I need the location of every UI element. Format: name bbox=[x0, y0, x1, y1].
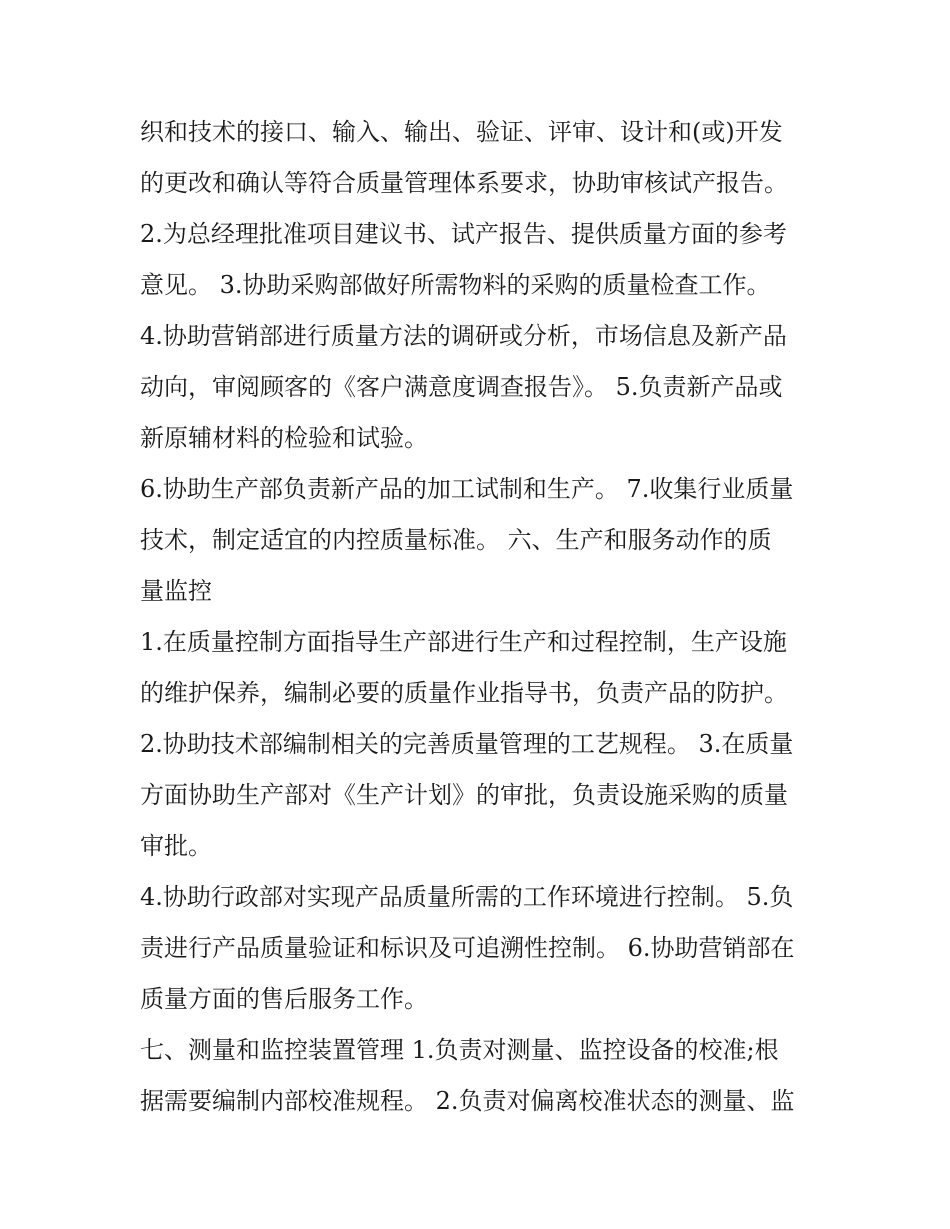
text-line: 审批。 bbox=[140, 832, 212, 860]
text-line: 2.为总经理批准项目建议书、试产报告、提供质量方面的参考 bbox=[140, 220, 787, 248]
text-line: 意见。 3.协助采购部做好所需物料的采购的质量检查工作。 bbox=[140, 271, 771, 299]
text-line: 量监控 bbox=[140, 577, 212, 605]
text-line: 新原辅材料的检验和试验。 bbox=[140, 424, 428, 452]
text-line: 动向，审阅顾客的《客户满意度调查报告》。 5.负责新产品或 bbox=[140, 373, 783, 401]
text-line: 6.协助生产部负责新产品的加工试制和生产。 7.收集行业质量 bbox=[140, 475, 794, 503]
text-line: 4.协助营销部进行质量方法的调研或分析，市场信息及新产品 bbox=[140, 322, 787, 350]
text-line: 质量方面的售后服务工作。 bbox=[140, 985, 428, 1013]
text-line: 织和技术的接口、输入、输出、验证、评审、设计和(或)开发 bbox=[140, 118, 783, 146]
text-line: 据需要编制内部校准规程。 2.负责对偏离校准状态的测量、监 bbox=[140, 1087, 795, 1115]
text-line: 七、测量和监控装置管理 1.负责对测量、监控设备的校准;根 bbox=[140, 1036, 779, 1064]
text-line: 方面协助生产部对《生产计划》的审批，负责设施采购的质量 bbox=[140, 781, 788, 809]
text-line: 4.协助行政部对实现产品质量所需的工作环境进行控制。 5.负 bbox=[140, 883, 794, 911]
body-text bbox=[140, 107, 820, 1127]
text-line: 的维护保养，编制必要的质量作业指导书，负责产品的防护。 bbox=[140, 679, 788, 707]
text-line: 技术，制定适宜的内控质量标准。 六、生产和服务动作的质 bbox=[140, 526, 772, 554]
text-line: 的更改和确认等符合质量管理体系要求，协助审核试产报告。 bbox=[140, 169, 788, 197]
text-line: 2.协助技术部编制相关的完善质量管理的工艺规程。 3.在质量 bbox=[140, 730, 794, 758]
text-line: 1.在质量控制方面指导生产部进行生产和过程控制，生产设施 bbox=[140, 628, 787, 656]
text-line: 责进行产品质量验证和标识及可追溯性控制。 6.协助营销部在 bbox=[140, 934, 795, 962]
